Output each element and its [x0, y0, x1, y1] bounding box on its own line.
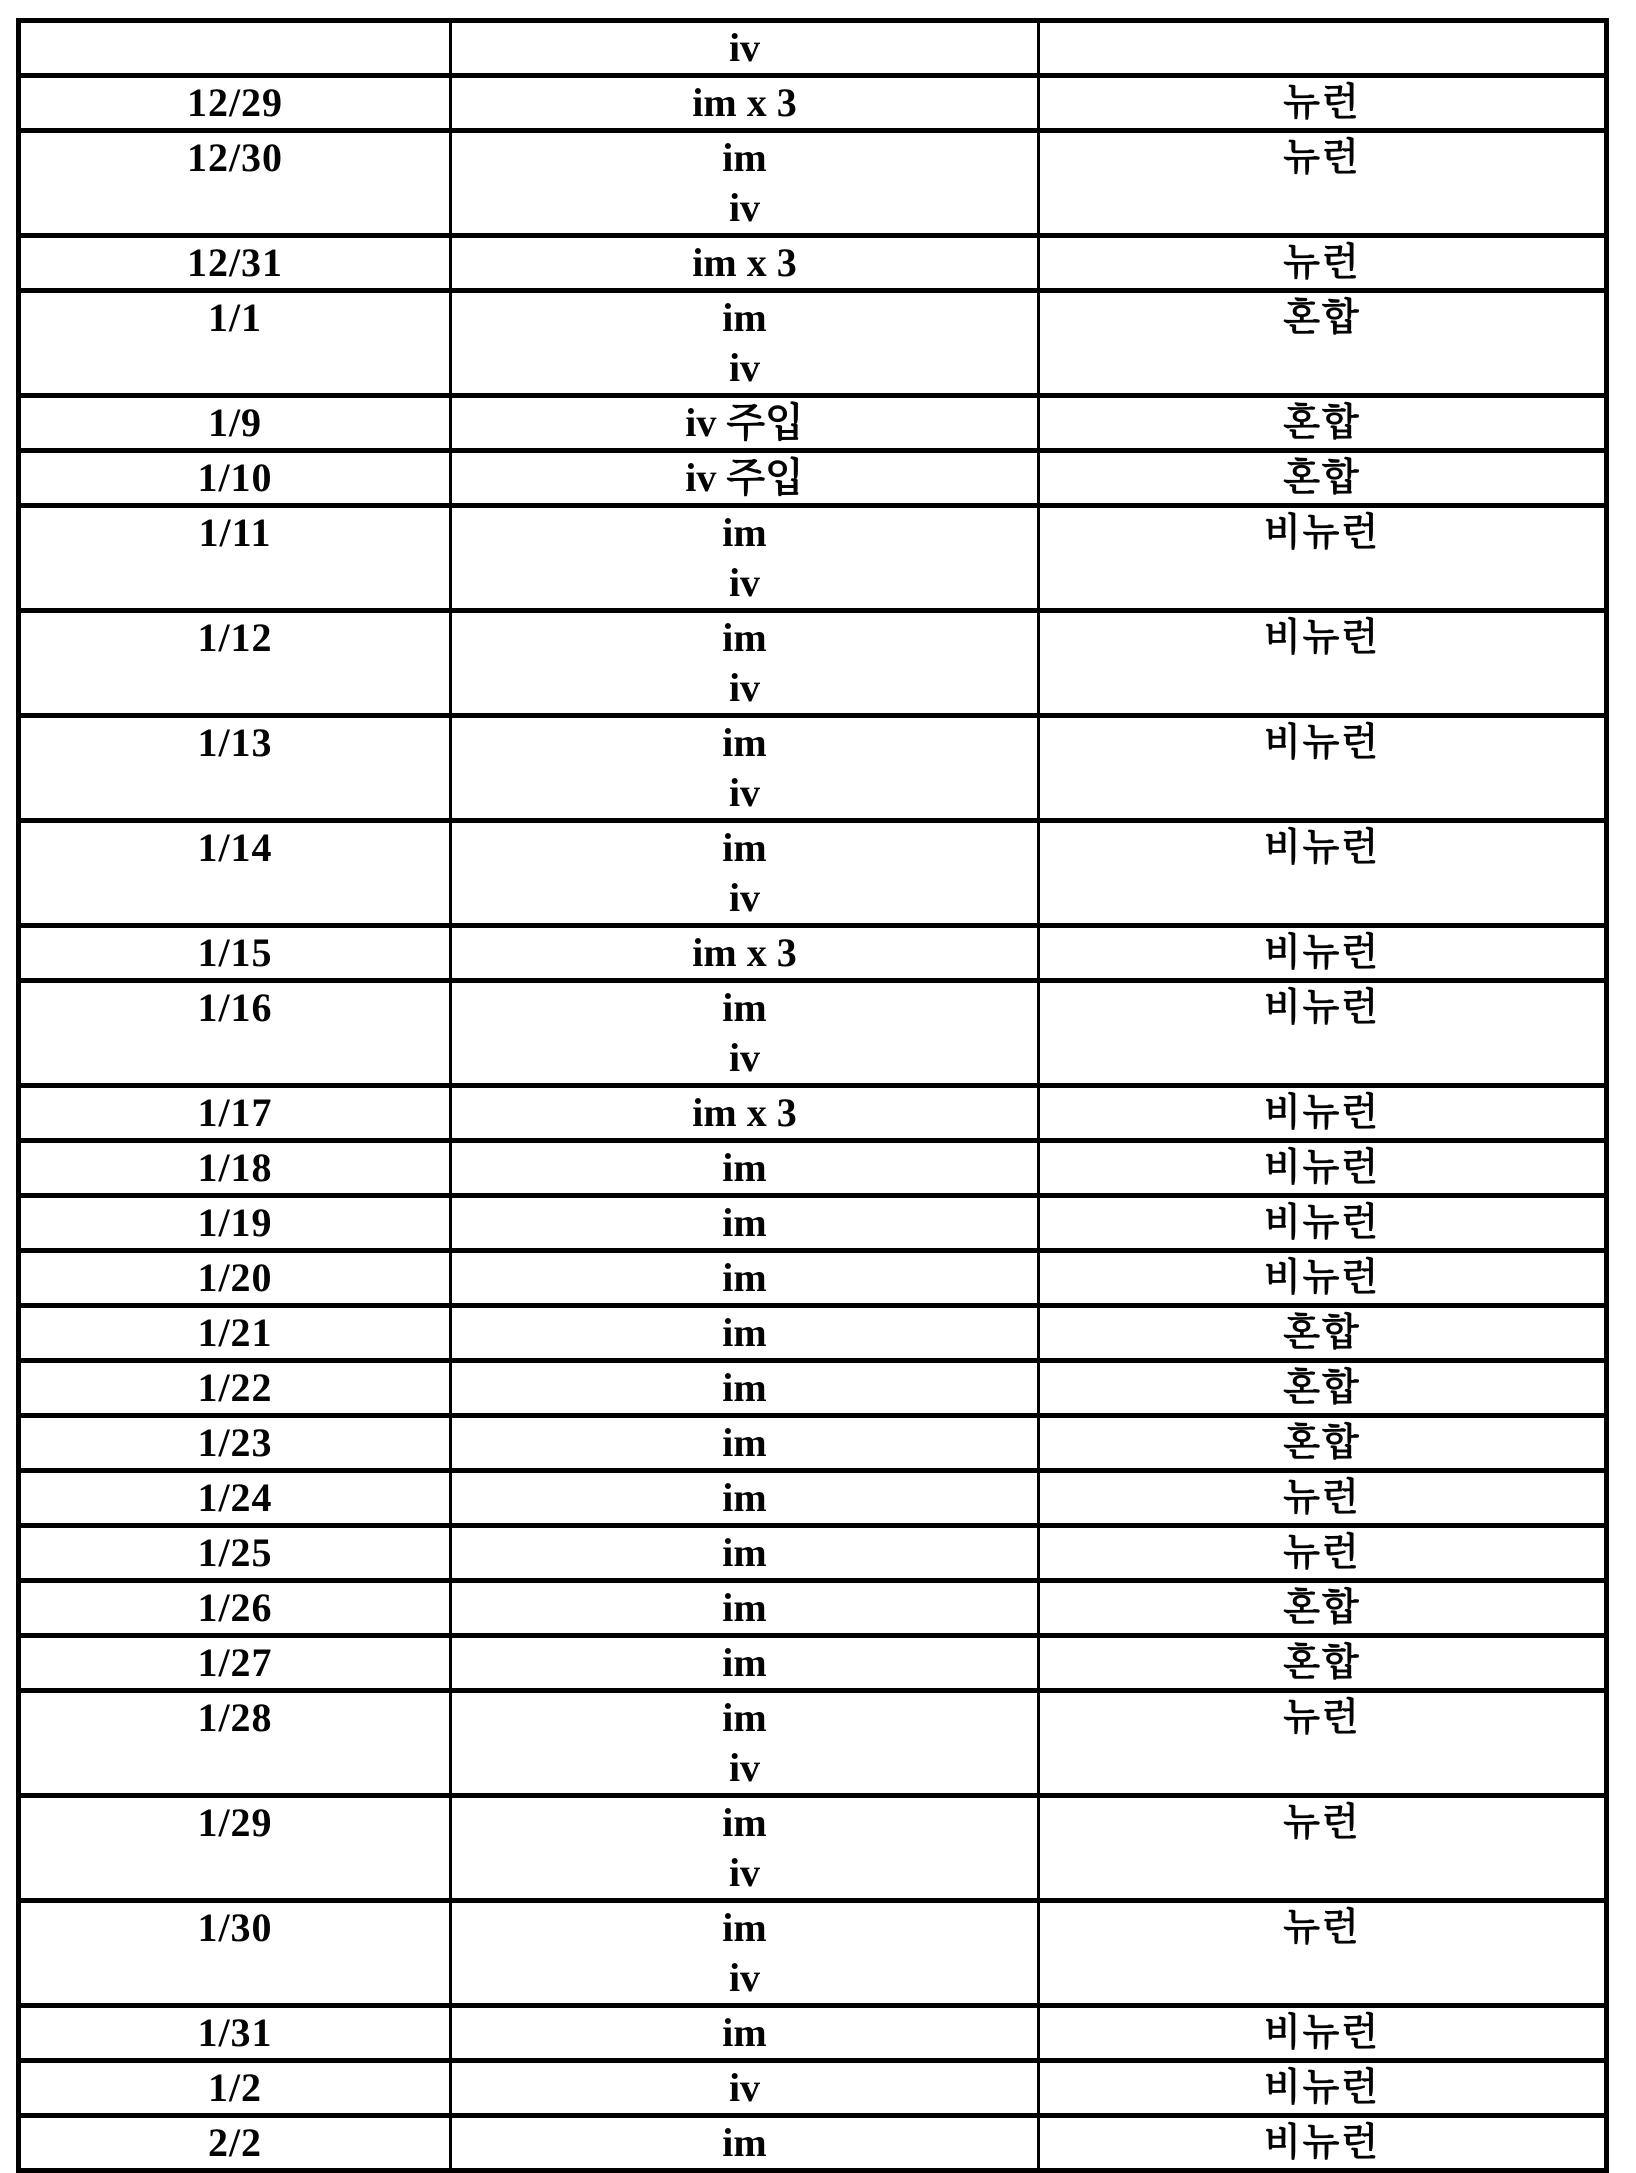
dose-cell: [451, 1196, 1039, 1251]
table-row: [19, 1691, 1607, 1796]
dose-label: im: [722, 2120, 767, 2165]
date-cell: [19, 981, 451, 1086]
dose-cell: [451, 1901, 1039, 2006]
date-label: 1/15: [197, 930, 273, 975]
date-cell: [19, 821, 451, 926]
date-cell: [19, 1196, 451, 1251]
date-cell: [19, 506, 451, 611]
table-row: [19, 1196, 1607, 1251]
dose-label: im x 3: [692, 930, 797, 975]
date-label: 1/17: [197, 1090, 273, 1135]
dose-label: iv: [728, 185, 761, 230]
category-cell: [1039, 821, 1607, 926]
dose-label: im: [722, 135, 767, 180]
category-label: 비뉴런: [1263, 827, 1381, 869]
date-cell: [19, 236, 451, 291]
date-cell: [19, 2061, 451, 2116]
category-cell: [1039, 1196, 1607, 1251]
category-cell: [1039, 236, 1607, 291]
date-cell: [19, 1636, 451, 1691]
dose-cell: [451, 2006, 1039, 2061]
date-label: 1/14: [197, 825, 273, 870]
table-row: [19, 611, 1607, 716]
date-label: 1/23: [197, 1420, 273, 1465]
date-label: 1/26: [197, 1585, 273, 1630]
date-cell: [19, 716, 451, 821]
date-label: 1/18: [197, 1145, 273, 1190]
dose-cell: [451, 1306, 1039, 1361]
category-cell: [1039, 716, 1607, 821]
date-label: 1/24: [197, 1475, 273, 1520]
dose-label: iv 주입: [685, 400, 804, 445]
dose-label: im: [722, 1640, 767, 1685]
date-cell: [19, 611, 451, 716]
table-row: [19, 1416, 1607, 1471]
dose-label: iv: [728, 1850, 761, 1895]
category-cell: [1039, 1901, 1607, 2006]
date-label: 1/25: [197, 1530, 273, 1575]
dose-cell: [451, 2116, 1039, 2171]
category-cell: [1039, 2116, 1607, 2171]
dose-cell: [451, 2061, 1039, 2116]
category-cell: [1039, 1086, 1607, 1141]
dose-label: im: [722, 510, 767, 555]
table-row: [19, 1901, 1607, 2006]
dose-label: im: [722, 1200, 767, 1245]
dose-cell: [451, 926, 1039, 981]
dose-label: iv: [728, 1745, 761, 1790]
category-label: 혼합: [1283, 1422, 1361, 1464]
date-cell: [19, 1901, 451, 2006]
date-cell: [19, 451, 451, 506]
table-row: [19, 506, 1607, 611]
category-cell: [1039, 76, 1607, 131]
dose-label: iv: [728, 560, 761, 605]
dose-label: iv: [728, 25, 761, 70]
dose-cell: [451, 1086, 1039, 1141]
dose-label: im: [722, 295, 767, 340]
date-label: 2/2: [207, 2120, 263, 2165]
dose-cell: [451, 1581, 1039, 1636]
dose-cell: [451, 1251, 1039, 1306]
date-label: 1/31: [197, 2010, 273, 2055]
dose-label: im: [722, 1475, 767, 1520]
dose-cell: [451, 1526, 1039, 1581]
date-label: 1/1: [207, 295, 263, 340]
date-label: 1/22: [197, 1365, 273, 1410]
category-label: 비뉴런: [1263, 2122, 1381, 2164]
category-label: 혼합: [1283, 1312, 1361, 1354]
table-row: [19, 291, 1607, 396]
table-row: [19, 1471, 1607, 1526]
dose-cell: [451, 1416, 1039, 1471]
table-row: [19, 76, 1607, 131]
dose-label: im: [722, 985, 767, 1030]
category-cell: [1039, 1251, 1607, 1306]
dose-cell: [451, 21, 1039, 76]
category-cell: [1039, 1416, 1607, 1471]
dose-cell: [451, 1796, 1039, 1901]
table-row: [19, 716, 1607, 821]
dose-cell: [451, 396, 1039, 451]
category-label: 뉴런: [1283, 1532, 1361, 1574]
dose-label: iv: [728, 1955, 761, 2000]
dose-label: im x 3: [692, 240, 797, 285]
category-label: 비뉴런: [1263, 1147, 1381, 1189]
date-label: 1/11: [198, 510, 272, 555]
table-row: [19, 821, 1607, 926]
table-row: [19, 981, 1607, 1086]
category-label: 뉴런: [1283, 1802, 1361, 1844]
category-label: 비뉴런: [1263, 932, 1381, 974]
category-cell: [1039, 451, 1607, 506]
category-cell: [1039, 926, 1607, 981]
dose-cell: [451, 291, 1039, 396]
dose-label: im x 3: [692, 80, 797, 125]
category-label: 뉴런: [1283, 82, 1361, 124]
table-row: [19, 2116, 1607, 2171]
category-label: 혼합: [1283, 297, 1361, 339]
dose-label: im: [722, 1905, 767, 1950]
category-cell: [1039, 2006, 1607, 2061]
category-cell: [1039, 21, 1607, 76]
category-cell: [1039, 611, 1607, 716]
dose-label: im: [722, 1800, 767, 1845]
dose-cell: [451, 1691, 1039, 1796]
dosing-schedule-table: [16, 18, 1609, 2173]
dose-label: iv: [728, 875, 761, 920]
dose-label: iv: [728, 770, 761, 815]
date-cell: [19, 1796, 451, 1901]
category-label: 뉴런: [1283, 1907, 1361, 1949]
dose-label: im: [722, 615, 767, 660]
table-row: [19, 926, 1607, 981]
category-cell: [1039, 981, 1607, 1086]
date-cell: [19, 1416, 451, 1471]
date-label: 1/13: [197, 720, 273, 765]
category-label: 비뉴런: [1263, 512, 1381, 554]
dose-cell: [451, 131, 1039, 236]
category-cell: [1039, 1581, 1607, 1636]
date-label: 1/16: [197, 985, 273, 1030]
date-label: 1/19: [197, 1200, 273, 1245]
dose-cell: [451, 1141, 1039, 1196]
date-cell: [19, 291, 451, 396]
category-label: 뉴런: [1283, 137, 1361, 179]
table-row: [19, 1086, 1607, 1141]
dose-label: im x 3: [692, 1090, 797, 1135]
category-cell: [1039, 396, 1607, 451]
table-body: [19, 21, 1607, 2171]
dose-cell: [451, 236, 1039, 291]
date-cell: [19, 1691, 451, 1796]
dose-label: im: [722, 825, 767, 870]
category-cell: [1039, 291, 1607, 396]
category-label: 혼합: [1283, 457, 1361, 499]
table-row: [19, 1526, 1607, 1581]
dose-label: iv: [728, 2065, 761, 2110]
date-label: 1/9: [207, 400, 263, 445]
category-label: 뉴런: [1283, 242, 1361, 284]
category-label: 혼합: [1283, 1367, 1361, 1409]
category-cell: [1039, 1141, 1607, 1196]
date-cell: [19, 1361, 451, 1416]
date-cell: [19, 1306, 451, 1361]
dose-cell: [451, 1636, 1039, 1691]
dose-label: im: [722, 1530, 767, 1575]
table-row: [19, 1636, 1607, 1691]
category-label: 비뉴런: [1263, 722, 1381, 764]
table-row: [19, 2061, 1607, 2116]
table-row: [19, 1361, 1607, 1416]
category-label: 비뉴런: [1263, 2067, 1381, 2109]
category-cell: [1039, 1796, 1607, 1901]
table-row: [19, 21, 1607, 76]
date-label: 1/28: [197, 1695, 273, 1740]
category-label: 비뉴런: [1263, 1092, 1381, 1134]
category-label: 비뉴런: [1263, 2012, 1381, 2054]
dose-cell: [451, 76, 1039, 131]
category-label: 뉴런: [1283, 1697, 1361, 1739]
date-cell: [19, 76, 451, 131]
date-label: 1/27: [197, 1640, 273, 1685]
dose-cell: [451, 1361, 1039, 1416]
table-row: [19, 1251, 1607, 1306]
date-label: 1/10: [197, 455, 273, 500]
category-cell: [1039, 1361, 1607, 1416]
date-label: 12/29: [186, 80, 284, 125]
dose-label: im: [722, 1365, 767, 1410]
dose-cell: [451, 821, 1039, 926]
category-label: 비뉴런: [1263, 1202, 1381, 1244]
table-row: [19, 1581, 1607, 1636]
date-cell: [19, 1581, 451, 1636]
dose-cell: [451, 716, 1039, 821]
dose-label: im: [722, 1310, 767, 1355]
dose-label: im: [722, 720, 767, 765]
date-cell: [19, 131, 451, 236]
dose-label: im: [722, 1255, 767, 1300]
date-label: 1/20: [197, 1255, 273, 1300]
table-row: [19, 2006, 1607, 2061]
table-row: [19, 1796, 1607, 1901]
table-row: [19, 396, 1607, 451]
category-label: 혼합: [1283, 402, 1361, 444]
dose-label: im: [722, 1585, 767, 1630]
category-label: 비뉴런: [1263, 1257, 1381, 1299]
category-cell: [1039, 1691, 1607, 1796]
category-cell: [1039, 1636, 1607, 1691]
category-cell: [1039, 131, 1607, 236]
table-row: [19, 236, 1607, 291]
dose-cell: [451, 451, 1039, 506]
dose-label: iv: [728, 345, 761, 390]
date-label: 1/29: [197, 1800, 273, 1845]
table-row: [19, 131, 1607, 236]
date-label: 1/21: [197, 1310, 273, 1355]
date-cell: [19, 1526, 451, 1581]
dose-label: iv: [728, 1035, 761, 1080]
table-row: [19, 1141, 1607, 1196]
category-label: 뉴런: [1283, 1477, 1361, 1519]
date-cell: [19, 2006, 451, 2061]
date-cell: [19, 396, 451, 451]
dose-cell: [451, 506, 1039, 611]
date-cell: [19, 2116, 451, 2171]
category-cell: [1039, 1471, 1607, 1526]
category-cell: [1039, 1306, 1607, 1361]
date-label: 12/30: [186, 135, 284, 180]
date-cell: [19, 1086, 451, 1141]
category-label: 비뉴런: [1263, 617, 1381, 659]
date-label: 1/2: [207, 2065, 263, 2110]
dose-label: im: [722, 1420, 767, 1465]
category-label: 혼합: [1283, 1587, 1361, 1629]
dose-label: iv: [728, 665, 761, 710]
date-label: 1/30: [197, 1905, 273, 1950]
dose-label: im: [722, 1145, 767, 1190]
dose-label: im: [722, 2010, 767, 2055]
date-cell: [19, 926, 451, 981]
date-label: 1/12: [197, 615, 273, 660]
category-label: 혼합: [1283, 1642, 1361, 1684]
date-cell: [19, 1471, 451, 1526]
dose-cell: [451, 611, 1039, 716]
table-row: [19, 1306, 1607, 1361]
date-label: 12/31: [186, 240, 284, 285]
category-label: 비뉴런: [1263, 987, 1381, 1029]
table-row: [19, 451, 1607, 506]
date-cell: [19, 21, 451, 76]
dose-label: im: [722, 1695, 767, 1740]
dose-cell: [451, 1471, 1039, 1526]
date-cell: [19, 1141, 451, 1196]
dose-cell: [451, 981, 1039, 1086]
category-cell: [1039, 2061, 1607, 2116]
date-cell: [19, 1251, 451, 1306]
category-cell: [1039, 506, 1607, 611]
category-cell: [1039, 1526, 1607, 1581]
dose-label: iv 주입: [685, 455, 804, 500]
